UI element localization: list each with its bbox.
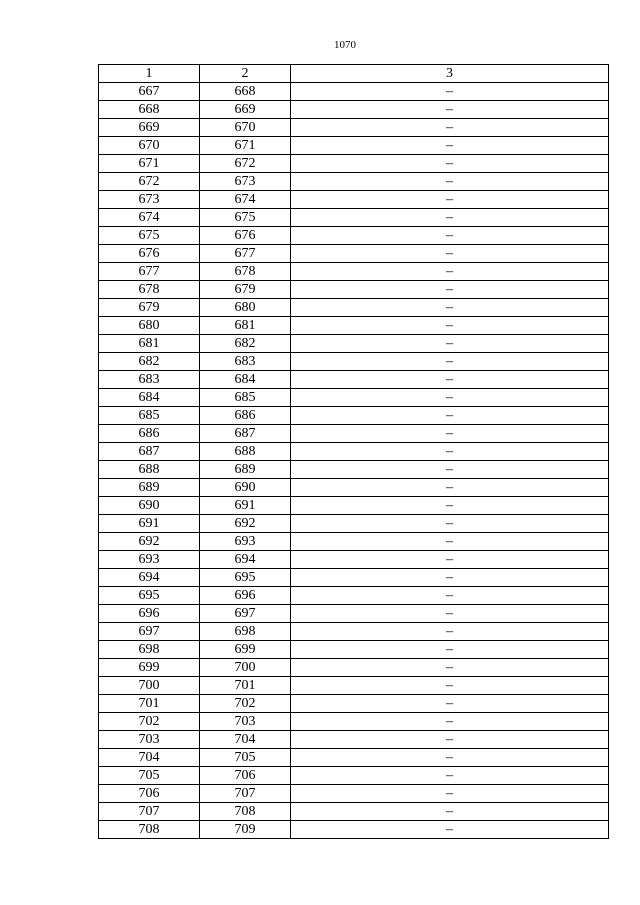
table-cell-col-1: 678 bbox=[99, 281, 200, 299]
table-cell-col-2: 681 bbox=[200, 317, 291, 335]
table-cell-col-3: – bbox=[291, 209, 609, 227]
table-cell-col-2: 697 bbox=[200, 605, 291, 623]
table-cell-col-3: – bbox=[291, 101, 609, 119]
table-cell-col-1: 704 bbox=[99, 749, 200, 767]
table-row bbox=[99, 821, 609, 839]
table-cell-col-1: 683 bbox=[99, 371, 200, 389]
table-cell-col-2: 689 bbox=[200, 461, 291, 479]
table-cell-col-3: – bbox=[291, 227, 609, 245]
table-cell-col-3: – bbox=[291, 785, 609, 803]
table-cell-col-3: – bbox=[291, 479, 609, 497]
table-cell-col-2: 687 bbox=[200, 425, 291, 443]
table-cell-col-3: – bbox=[291, 191, 609, 209]
table-cell-col-3: – bbox=[291, 425, 609, 443]
table-cell-col-1: 699 bbox=[99, 659, 200, 677]
table-cell-col-1: 690 bbox=[99, 497, 200, 515]
data-table bbox=[98, 64, 609, 839]
table-cell-col-3: – bbox=[291, 173, 609, 191]
table-row bbox=[99, 371, 609, 389]
table-cell-col-1: 682 bbox=[99, 353, 200, 371]
table-cell-col-2: 709 bbox=[200, 821, 291, 839]
table-row bbox=[99, 119, 609, 137]
table-row bbox=[99, 533, 609, 551]
table-cell-col-2: 680 bbox=[200, 299, 291, 317]
table-cell-col-3: – bbox=[291, 137, 609, 155]
table-cell-col-2: 701 bbox=[200, 677, 291, 695]
table-cell-col-1: 692 bbox=[99, 533, 200, 551]
table-cell-col-3: – bbox=[291, 641, 609, 659]
table-cell-col-1: 696 bbox=[99, 605, 200, 623]
table-row bbox=[99, 227, 609, 245]
table-cell-col-3: – bbox=[291, 659, 609, 677]
table-cell-col-1: 702 bbox=[99, 713, 200, 731]
table-cell-col-2: 685 bbox=[200, 389, 291, 407]
table-cell-col-2: 702 bbox=[200, 695, 291, 713]
table-row bbox=[99, 551, 609, 569]
table-row bbox=[99, 605, 609, 623]
table-cell-col-2: 672 bbox=[200, 155, 291, 173]
table-row bbox=[99, 731, 609, 749]
table-cell-col-3: – bbox=[291, 533, 609, 551]
table-row bbox=[99, 335, 609, 353]
table-cell-col-1: 676 bbox=[99, 245, 200, 263]
table-cell-col-3: – bbox=[291, 569, 609, 587]
table-cell-col-2: 683 bbox=[200, 353, 291, 371]
table-row bbox=[99, 767, 609, 785]
table-cell-col-3: – bbox=[291, 155, 609, 173]
table-row bbox=[99, 155, 609, 173]
table-cell-col-1: 693 bbox=[99, 551, 200, 569]
table-row bbox=[99, 749, 609, 767]
table-header bbox=[99, 65, 609, 83]
table-cell-col-3: – bbox=[291, 515, 609, 533]
table-cell-col-2: 704 bbox=[200, 731, 291, 749]
table-cell-col-2: 686 bbox=[200, 407, 291, 425]
table-row bbox=[99, 713, 609, 731]
table-cell-col-3: – bbox=[291, 713, 609, 731]
table-cell-col-1: 671 bbox=[99, 155, 200, 173]
table-cell-col-3: – bbox=[291, 821, 609, 839]
table-cell-col-1: 697 bbox=[99, 623, 200, 641]
table-cell-col-1: 668 bbox=[99, 101, 200, 119]
table-row bbox=[99, 443, 609, 461]
table-cell-col-1: 708 bbox=[99, 821, 200, 839]
table-row bbox=[99, 83, 609, 101]
table-row bbox=[99, 191, 609, 209]
table-cell-col-3: – bbox=[291, 317, 609, 335]
table-cell-col-1: 698 bbox=[99, 641, 200, 659]
table-row bbox=[99, 803, 609, 821]
table-cell-col-3: – bbox=[291, 767, 609, 785]
table-row bbox=[99, 281, 609, 299]
table-cell-col-1: 667 bbox=[99, 83, 200, 101]
table-cell-col-1: 674 bbox=[99, 209, 200, 227]
table-cell-col-3: – bbox=[291, 371, 609, 389]
table-cell-col-1: 701 bbox=[99, 695, 200, 713]
table-cell-col-3: – bbox=[291, 587, 609, 605]
table-row bbox=[99, 173, 609, 191]
table-row bbox=[99, 785, 609, 803]
table-cell-col-2: 707 bbox=[200, 785, 291, 803]
table-row bbox=[99, 101, 609, 119]
table-row bbox=[99, 137, 609, 155]
table-row bbox=[99, 515, 609, 533]
table-cell-col-2: 688 bbox=[200, 443, 291, 461]
table-cell-col-3: – bbox=[291, 353, 609, 371]
table-cell-col-2: 671 bbox=[200, 137, 291, 155]
table-cell-col-2: 690 bbox=[200, 479, 291, 497]
table-cell-col-2: 675 bbox=[200, 209, 291, 227]
table-cell-col-1: 705 bbox=[99, 767, 200, 785]
table-cell-col-1: 687 bbox=[99, 443, 200, 461]
table-cell-col-2: 703 bbox=[200, 713, 291, 731]
table-row bbox=[99, 209, 609, 227]
table-cell-col-1: 675 bbox=[99, 227, 200, 245]
table-cell-col-3: – bbox=[291, 803, 609, 821]
table-row bbox=[99, 245, 609, 263]
table-cell-col-3: – bbox=[291, 731, 609, 749]
table-cell-col-2: 693 bbox=[200, 533, 291, 551]
table-cell-col-2: 682 bbox=[200, 335, 291, 353]
table-cell-col-1: 694 bbox=[99, 569, 200, 587]
table-cell-col-1: 684 bbox=[99, 389, 200, 407]
table-row bbox=[99, 641, 609, 659]
table-cell-col-3: – bbox=[291, 83, 609, 101]
table-cell-col-3: – bbox=[291, 263, 609, 281]
table-cell-col-3: – bbox=[291, 551, 609, 569]
table-row bbox=[99, 299, 609, 317]
table-cell-col-3: – bbox=[291, 281, 609, 299]
table-cell-col-1: 670 bbox=[99, 137, 200, 155]
table-row bbox=[99, 389, 609, 407]
table-row bbox=[99, 695, 609, 713]
table-row bbox=[99, 353, 609, 371]
table-cell-col-1: 700 bbox=[99, 677, 200, 695]
table-cell-col-1: 685 bbox=[99, 407, 200, 425]
table-cell-col-1: 681 bbox=[99, 335, 200, 353]
column-header-2: 2 bbox=[200, 65, 291, 83]
table-cell-col-1: 680 bbox=[99, 317, 200, 335]
table-cell-col-1: 679 bbox=[99, 299, 200, 317]
table-cell-col-1: 673 bbox=[99, 191, 200, 209]
column-header-1: 1 bbox=[99, 65, 200, 83]
table-cell-col-1: 688 bbox=[99, 461, 200, 479]
table-cell-col-2: 684 bbox=[200, 371, 291, 389]
table-row bbox=[99, 479, 609, 497]
table-cell-col-3: – bbox=[291, 695, 609, 713]
table-row bbox=[99, 263, 609, 281]
table-cell-col-1: 672 bbox=[99, 173, 200, 191]
table-cell-col-2: 699 bbox=[200, 641, 291, 659]
table-cell-col-3: – bbox=[291, 497, 609, 515]
table-cell-col-3: – bbox=[291, 245, 609, 263]
table-cell-col-3: – bbox=[291, 605, 609, 623]
table-cell-col-2: 708 bbox=[200, 803, 291, 821]
table-cell-col-1: 691 bbox=[99, 515, 200, 533]
table-cell-col-2: 674 bbox=[200, 191, 291, 209]
table-cell-col-2: 696 bbox=[200, 587, 291, 605]
table-cell-col-2: 691 bbox=[200, 497, 291, 515]
table-cell-col-1: 707 bbox=[99, 803, 200, 821]
table-row bbox=[99, 317, 609, 335]
table-cell-col-1: 689 bbox=[99, 479, 200, 497]
table-row bbox=[99, 461, 609, 479]
table-cell-col-1: 695 bbox=[99, 587, 200, 605]
table-cell-col-2: 669 bbox=[200, 101, 291, 119]
table-cell-col-2: 668 bbox=[200, 83, 291, 101]
table-row bbox=[99, 659, 609, 677]
table-cell-col-1: 677 bbox=[99, 263, 200, 281]
table-cell-col-2: 700 bbox=[200, 659, 291, 677]
table-cell-col-3: – bbox=[291, 623, 609, 641]
column-header-3: 3 bbox=[291, 65, 609, 83]
table-cell-col-2: 673 bbox=[200, 173, 291, 191]
table-cell-col-2: 705 bbox=[200, 749, 291, 767]
table-cell-col-3: – bbox=[291, 299, 609, 317]
table-cell-col-3: – bbox=[291, 119, 609, 137]
table-cell-col-2: 670 bbox=[200, 119, 291, 137]
page-number: 1070 bbox=[334, 39, 356, 51]
table-cell-col-3: – bbox=[291, 407, 609, 425]
table-row bbox=[99, 587, 609, 605]
table-cell-col-1: 703 bbox=[99, 731, 200, 749]
table-row bbox=[99, 425, 609, 443]
table-cell-col-3: – bbox=[291, 749, 609, 767]
table-row bbox=[99, 569, 609, 587]
table-cell-col-3: – bbox=[291, 677, 609, 695]
table-cell-col-3: – bbox=[291, 443, 609, 461]
table-cell-col-2: 679 bbox=[200, 281, 291, 299]
table-cell-col-3: – bbox=[291, 389, 609, 407]
header-row bbox=[99, 65, 609, 83]
table-row bbox=[99, 497, 609, 515]
table-cell-col-2: 677 bbox=[200, 245, 291, 263]
table-row bbox=[99, 407, 609, 425]
table-cell-col-2: 678 bbox=[200, 263, 291, 281]
table-cell-col-1: 669 bbox=[99, 119, 200, 137]
table-cell-col-2: 706 bbox=[200, 767, 291, 785]
table-cell-col-1: 706 bbox=[99, 785, 200, 803]
table-cell-col-2: 692 bbox=[200, 515, 291, 533]
table-cell-col-2: 694 bbox=[200, 551, 291, 569]
table-cell-col-3: – bbox=[291, 335, 609, 353]
table-cell-col-2: 698 bbox=[200, 623, 291, 641]
table-cell-col-2: 676 bbox=[200, 227, 291, 245]
table-cell-col-3: – bbox=[291, 461, 609, 479]
table-row bbox=[99, 677, 609, 695]
table-cell-col-2: 695 bbox=[200, 569, 291, 587]
table-row bbox=[99, 623, 609, 641]
table-body bbox=[99, 83, 609, 839]
table-cell-col-1: 686 bbox=[99, 425, 200, 443]
